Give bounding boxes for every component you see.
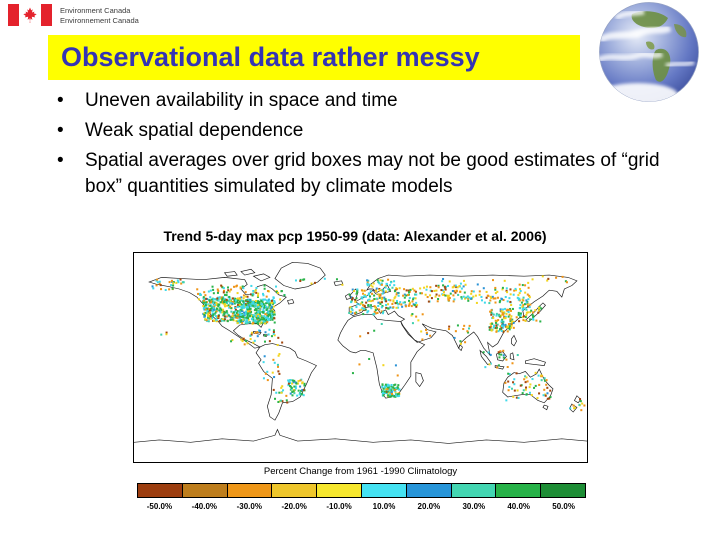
slide-title: Observational data rather messy [61, 42, 480, 72]
colorbar-segment-3 [272, 484, 316, 497]
bullet-item [57, 88, 685, 114]
colorbar-segment-6 [407, 484, 451, 497]
coastline [254, 274, 270, 281]
coastline [288, 299, 294, 304]
colorbar-segment-5 [362, 484, 406, 497]
colorbar-segment-7 [452, 484, 496, 497]
colorbar-segment-8 [496, 484, 540, 497]
figure-title: Trend 5-day max pcp 1950-99 (data: Alexander et al. 2006) [163, 228, 547, 244]
coastline [525, 359, 545, 366]
colorbar-label-8: 40.0% [507, 502, 531, 511]
coastline [416, 373, 424, 387]
coastline [510, 353, 514, 360]
world-map [134, 253, 587, 462]
colorbar-label-7: 30.0% [462, 502, 486, 511]
colorbar [137, 483, 586, 498]
station-dots [152, 275, 586, 411]
flag-red-bar [41, 4, 52, 26]
colorbar-segment-2 [228, 484, 272, 497]
coastline [256, 344, 316, 421]
world-map-figure [133, 252, 588, 463]
coastline [338, 315, 425, 399]
maple-leaf-icon [21, 6, 39, 24]
colorbar-label-0: -50.0% [146, 502, 173, 511]
coastline [543, 405, 548, 410]
bullet-text: • Weak spatial dependence [85, 120, 304, 141]
colorbar-label-1: -40.0% [191, 502, 218, 511]
flag-red-bar [8, 4, 19, 26]
flag-white-panel [19, 4, 41, 26]
colorbar-label-9: 50.0% [552, 502, 575, 511]
colorbar-title: Percent Change from 1961 -1990 Climatology [263, 466, 458, 477]
logo-text-en: Environment Canada [60, 6, 131, 15]
bullet-item [57, 118, 685, 144]
environment-canada-logo [8, 4, 139, 26]
logo-text-fr: Environnement Canada [60, 15, 139, 25]
coastline [512, 335, 517, 345]
colorbar-segment-4 [317, 484, 361, 497]
colorbar-label-3: -20.0% [281, 502, 307, 511]
canada-flag-icon [8, 4, 52, 26]
colorbar-segment-9 [541, 484, 585, 497]
colorbar-segment-0 [138, 484, 182, 497]
bullet-item [57, 148, 685, 200]
colorbar-label-5: 10.0% [372, 502, 396, 511]
bullet-text: • Uneven availability in space and time [85, 90, 398, 111]
colorbar-labels [137, 502, 586, 511]
bullet-text: • Spatial averages over grid boxes may not be good estimates of “grid box” quantities simulated by climate models [85, 150, 660, 197]
colorbar-label-4: -10.0% [326, 502, 352, 511]
coastline [459, 345, 463, 351]
coastline [225, 272, 238, 277]
slide-title-bar [48, 35, 580, 80]
logo-wordmark [60, 4, 139, 25]
coastline [149, 277, 286, 348]
coastline [241, 269, 255, 275]
colorbar-label-2: -30.0% [236, 502, 262, 511]
colorbar-segment-1 [183, 484, 227, 497]
colorbar-label-6: 20.0% [417, 502, 441, 511]
coastline [134, 429, 587, 443]
coastline [275, 262, 325, 289]
bullet-list [57, 88, 685, 204]
